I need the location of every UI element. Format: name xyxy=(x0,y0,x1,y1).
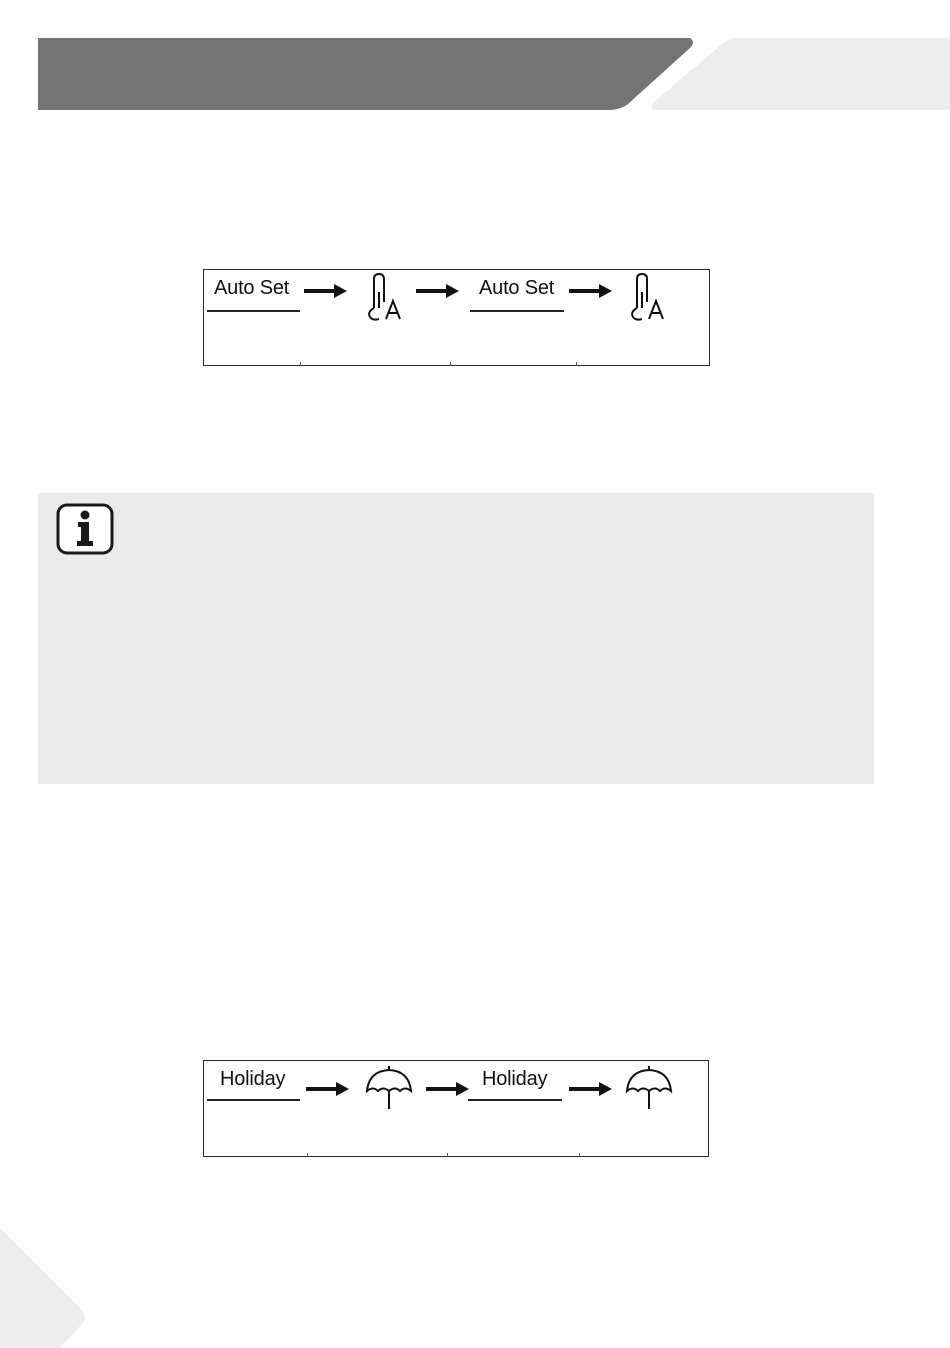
info-note-panel xyxy=(38,493,874,784)
thermometer-auto-icon xyxy=(627,272,671,322)
auto-set-label-1: Auto Set xyxy=(214,277,290,299)
right-arrow-icon xyxy=(569,283,613,299)
auto-set-underline-1 xyxy=(207,310,300,312)
right-arrow-icon xyxy=(416,283,460,299)
auto-set-label-2: Auto Set xyxy=(479,277,555,299)
diagram-tick xyxy=(450,362,451,366)
right-arrow-icon xyxy=(306,1081,350,1097)
umbrella-icon xyxy=(625,1065,673,1111)
header-banner xyxy=(0,0,950,120)
holiday-underline-2 xyxy=(468,1099,562,1101)
holiday-label-1: Holiday xyxy=(220,1068,286,1090)
thermometer-auto-icon xyxy=(364,272,408,322)
diagram-tick xyxy=(579,1153,580,1157)
holiday-sequence-diagram xyxy=(203,1060,709,1157)
diagram-tick xyxy=(447,1153,448,1157)
auto-set-sequence-diagram xyxy=(203,269,710,366)
holiday-underline-1 xyxy=(207,1099,300,1101)
holiday-label-2: Holiday xyxy=(482,1068,548,1090)
right-arrow-icon xyxy=(569,1081,613,1097)
right-arrow-icon xyxy=(304,283,348,299)
diagram-tick xyxy=(576,362,577,366)
header-tab xyxy=(651,38,950,110)
right-arrow-icon xyxy=(426,1081,470,1097)
auto-set-underline-2 xyxy=(470,310,564,312)
diagram-tick xyxy=(300,362,301,366)
umbrella-icon xyxy=(365,1065,413,1111)
header-band xyxy=(38,38,693,110)
corner-tab xyxy=(0,1228,90,1348)
diagram-tick xyxy=(307,1153,308,1157)
info-icon xyxy=(56,503,114,555)
